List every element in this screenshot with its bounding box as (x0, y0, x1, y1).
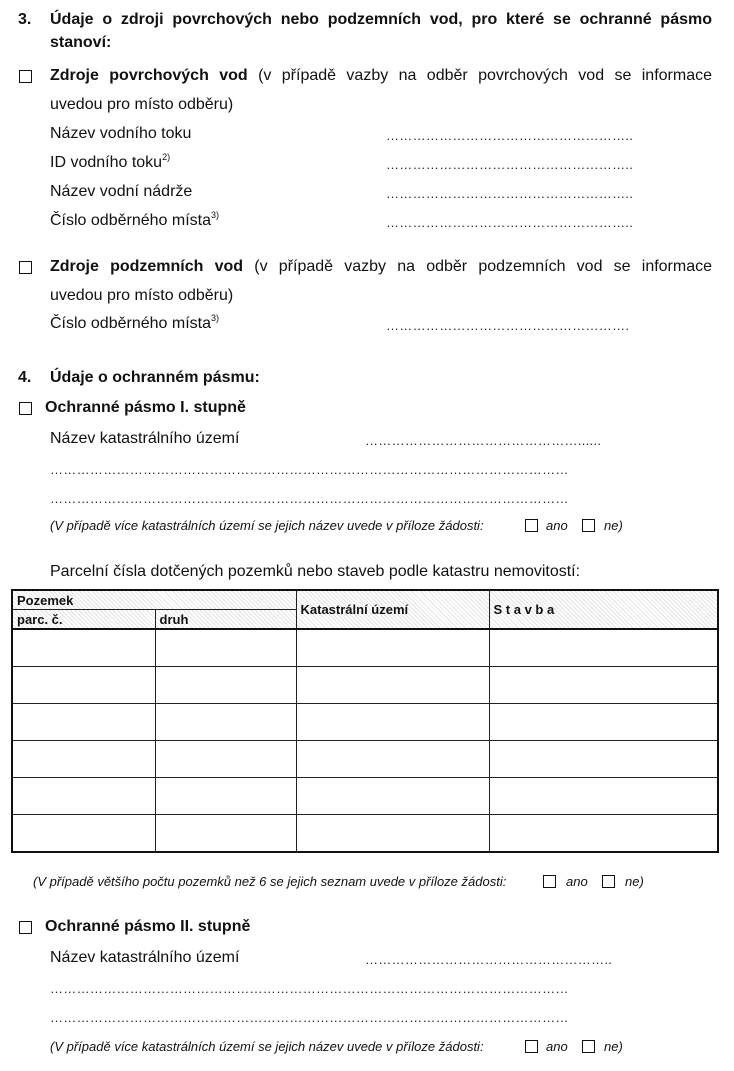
table-row (12, 667, 718, 704)
field-label-watercourse-name: Název vodního toku (50, 125, 192, 142)
surface-water-desc: (v případě vazby na odběr povrchových vod se informace (258, 67, 713, 84)
zone1-attachment-no-checkbox[interactable] (582, 519, 595, 532)
footnote-ref: 2) (162, 152, 171, 162)
table-row (12, 778, 718, 815)
footnote-ref: 3) (210, 313, 219, 323)
zone2-attachment-note: (V případě více katastrálních území se jejich název uvede v příloze žádosti: (50, 1039, 484, 1054)
zone1-checkbox[interactable] (19, 402, 32, 415)
section3-heading: Údaje o zdroji povrchových nebo podzemních vod, pro které se ochranné pásmo (50, 11, 712, 28)
building-cell[interactable] (489, 704, 718, 741)
building-cell[interactable] (489, 815, 718, 853)
ground-water-desc: (v případě vazby na odběr podzemních vod se informace (254, 258, 713, 275)
zone1-attachment-no-label: ne) (604, 518, 623, 533)
parcel-number-cell[interactable] (12, 741, 155, 778)
zone1-cadastre-label: Název katastrálního území (50, 430, 240, 447)
footnote-ref: 3) (210, 210, 219, 220)
col-header-cadastre: Katastrální území (296, 590, 489, 629)
ground-water-line (50, 258, 712, 276)
type-cell[interactable] (155, 629, 296, 667)
type-cell[interactable] (155, 667, 296, 704)
zone2-attachment-yes-label: ano (546, 1039, 568, 1054)
surface-water-line (50, 67, 712, 85)
building-cell[interactable] (489, 741, 718, 778)
cadastre-cell[interactable] (296, 741, 489, 778)
table-attachment-no-label: ne) (625, 874, 644, 889)
type-cell[interactable] (155, 704, 296, 741)
section3-number: 3. (18, 11, 32, 28)
zone2-attachment-yes-checkbox[interactable] (525, 1040, 538, 1053)
col-header-parcel-number: parc. č. (12, 610, 155, 630)
parcels-table (11, 589, 719, 853)
cadastre-cell[interactable] (296, 778, 489, 815)
table-row (12, 629, 718, 667)
ground-water-title: Zdroje podzemních vod (50, 258, 244, 275)
zone2-title: Ochranné pásmo II. stupně (45, 918, 251, 935)
building-cell[interactable] (489, 629, 718, 667)
cadastre-cell[interactable] (296, 815, 489, 853)
col-header-type: druh (155, 610, 296, 630)
surface-water-checkbox[interactable] (19, 70, 32, 83)
col-header-building: S t a v b a (489, 590, 718, 629)
section4-number: 4. (18, 369, 32, 386)
watercourse-id-label-text: ID vodního toku (50, 154, 163, 171)
cadastre-cell[interactable] (296, 629, 489, 667)
cadastre-cell[interactable] (296, 704, 489, 741)
field-reservoir-name[interactable]: ……………………………………………….. (386, 186, 634, 201)
zone2-attachment-no-checkbox[interactable] (582, 1040, 595, 1053)
col-header-plot: Pozemek (12, 590, 296, 610)
ground-water-checkbox[interactable] (19, 261, 32, 274)
type-cell[interactable] (155, 815, 296, 853)
table-row (12, 741, 718, 778)
zone1-attachment-note: (V případě více katastrálních území se jejich název uvede v příloze žádosti: (50, 518, 484, 533)
zone2-cadastre-line-3[interactable]: ……………………………………………………………………………………………………… (50, 1010, 569, 1025)
zone1-title: Ochranné pásmo I. stupně (45, 399, 246, 416)
table-attachment-note: (V případě většího počtu pozemků než 6 se jejich seznam uvede v příloze žádosti: (33, 874, 507, 889)
parcel-number-cell[interactable] (12, 629, 155, 667)
parcel-number-cell[interactable] (12, 704, 155, 741)
type-cell[interactable] (155, 741, 296, 778)
field-label-watercourse-id (50, 154, 170, 172)
field-watercourse-name[interactable]: ……………………………………………….. (386, 128, 634, 143)
parcel-number-cell[interactable] (12, 667, 155, 704)
zone1-cadastre-field[interactable]: …………………………………………...... (365, 433, 602, 448)
building-cell[interactable] (489, 667, 718, 704)
ground-withdrawal-label-text: Číslo odběrného místa (50, 315, 211, 332)
table-attachment-no-checkbox[interactable] (602, 875, 615, 888)
zone1-attachment-yes-label: ano (546, 518, 568, 533)
table-attachment-yes-checkbox[interactable] (543, 875, 556, 888)
field-watercourse-id[interactable]: ……………………………………………….. (386, 157, 634, 172)
field-label-ground-withdrawal-point (50, 315, 219, 333)
parcel-number-cell[interactable] (12, 815, 155, 853)
field-ground-withdrawal-point[interactable]: ………………………………………………. (386, 318, 630, 333)
cadastre-cell[interactable] (296, 667, 489, 704)
zone2-cadastre-field[interactable]: ……………………………………………….. (365, 952, 613, 967)
ground-water-desc-cont: uvedou pro místo odběru) (50, 287, 234, 304)
zone2-cadastre-label: Název katastrálního území (50, 949, 240, 966)
withdrawal-point-label-text: Číslo odběrného místa (50, 212, 211, 229)
zone1-cadastre-line-2[interactable]: ……………………………………………………………………………………………………… (50, 462, 569, 477)
table-row (12, 815, 718, 853)
zone2-cadastre-line-2[interactable]: ……………………………………………………………………………………………………… (50, 981, 569, 996)
surface-water-desc-cont: uvedou pro místo odběru) (50, 96, 234, 113)
zone1-attachment-yes-checkbox[interactable] (525, 519, 538, 532)
field-label-withdrawal-point (50, 212, 219, 230)
table-attachment-yes-label: ano (566, 874, 588, 889)
type-cell[interactable] (155, 778, 296, 815)
surface-water-title: Zdroje povrchových vod (50, 67, 248, 84)
section4-heading: Údaje o ochranném pásmu: (50, 369, 260, 386)
zone1-cadastre-line-3[interactable]: ……………………………………………………………………………………………………… (50, 491, 569, 506)
table-row (12, 704, 718, 741)
parcels-intro: Parcelní čísla dotčených pozemků nebo staveb podle katastru nemovitostí: (50, 563, 581, 580)
zone2-checkbox[interactable] (19, 921, 32, 934)
section3-heading-cont: stanoví: (50, 34, 112, 51)
zone2-attachment-no-label: ne) (604, 1039, 623, 1054)
building-cell[interactable] (489, 778, 718, 815)
parcel-number-cell[interactable] (12, 778, 155, 815)
field-label-reservoir-name: Název vodní nádrže (50, 183, 193, 200)
field-withdrawal-point[interactable]: ……………………………………………….. (386, 215, 634, 230)
